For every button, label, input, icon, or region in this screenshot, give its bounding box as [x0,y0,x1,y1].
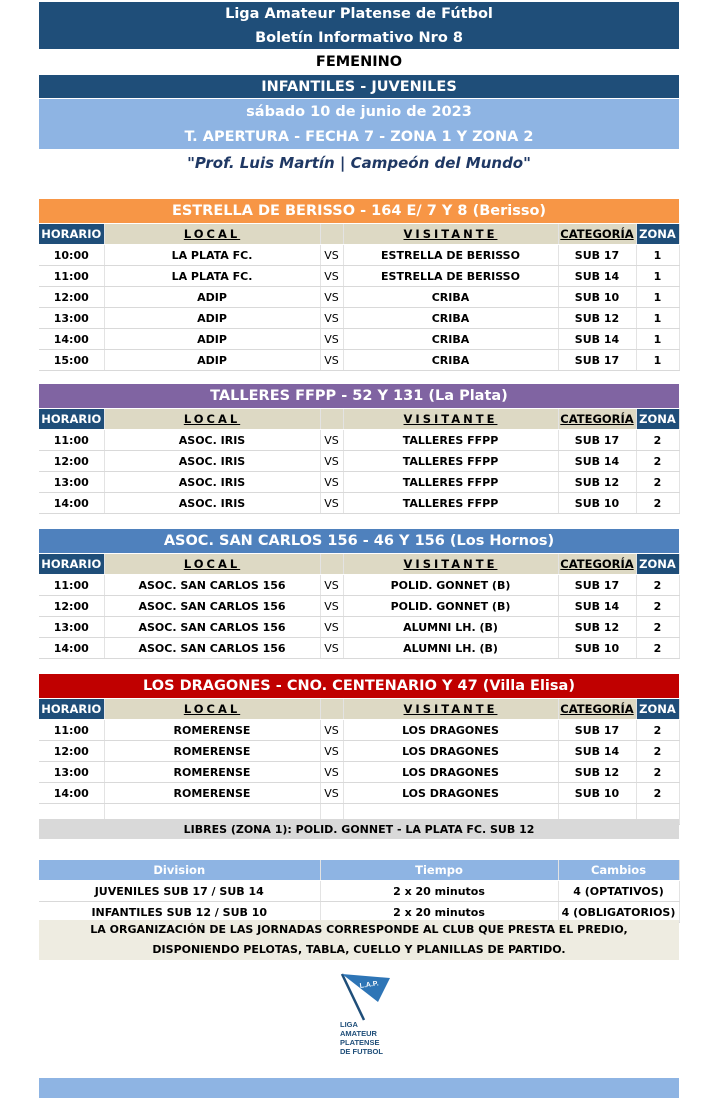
match-row [39,617,679,638]
match-zone: 2 [636,720,679,741]
flag-text: L.A.P. [359,980,380,990]
match-zone: 1 [636,329,679,350]
match-row [39,596,679,617]
summary-cambios: 4 (OPTATIVOS) [558,881,679,902]
header-vs [320,409,343,430]
organization-note-line1: LA ORGANIZACIÓN DE LAS JORNADAS CORRESPONDE AL CLUB QUE PRESTA EL PREDIO, [90,923,628,936]
match-local: ASOC. IRIS [104,493,320,514]
match-zone: 2 [636,451,679,472]
match-zone: 1 [636,245,679,266]
match-zone: 2 [636,762,679,783]
summary-cambios: 4 (OBLIGATORIOS) [558,902,679,923]
match-vs: VS [320,430,343,451]
summary-tiempo: 2 x 20 minutos [320,881,558,902]
match-zone: 2 [636,575,679,596]
match-row [39,472,679,493]
venue-title: ASOC. SAN CARLOS 156 - 46 Y 156 (Los Hornos) [39,529,679,553]
match-time: 14:00 [39,783,104,804]
match-table [39,224,679,371]
match-zone: 2 [636,638,679,659]
flag-icon [330,972,410,1022]
match-time: 12:00 [39,741,104,762]
header-zona: ZONA [636,224,679,245]
match-local: ASOC. SAN CARLOS 156 [104,596,320,617]
match-category: SUB 17 [558,245,636,266]
match-visitor: TALLERES FFPP [343,451,558,472]
match-visitor: POLID. GONNET (B) [343,596,558,617]
tribute-line: "Prof. Luis Martín | Campeón del Mundo" [39,150,679,176]
match-zone: 1 [636,266,679,287]
venue-title: ESTRELLA DE BERISSO - 164 E/ 7 Y 8 (Berisso) [39,199,679,223]
header-categoria: CATEGORÍA [558,409,636,430]
match-visitor: CRIBA [343,329,558,350]
header-vs [320,224,343,245]
match-visitor: TALLERES FFPP [343,430,558,451]
match-visitor: TALLERES FFPP [343,472,558,493]
league-title: Liga Amateur Platense de Fútbol [39,2,679,26]
match-vs: VS [320,575,343,596]
logo-line2: AMATEUR [340,1029,377,1038]
header-categoria: CATEGORÍA [558,554,636,575]
summary-table [39,860,679,923]
match-local: LA PLATA FC. [104,266,320,287]
match-local: ROMERENSE [104,720,320,741]
match-zone: 2 [636,493,679,514]
organization-note [39,920,679,960]
match-time: 13:00 [39,762,104,783]
match-local: ROMERENSE [104,783,320,804]
venue-title: TALLERES FFPP - 52 Y 131 (La Plata) [39,384,679,408]
footer-bar [39,1078,679,1098]
match-vs: VS [320,596,343,617]
match-category: SUB 10 [558,638,636,659]
match-time: 13:00 [39,617,104,638]
header-local: LOCAL [104,699,320,720]
match-header-row [39,554,679,575]
header-vs [320,699,343,720]
match-vs: VS [320,472,343,493]
match-time: 11:00 [39,720,104,741]
header-local: LOCAL [104,224,320,245]
match-category: SUB 14 [558,329,636,350]
match-row [39,245,679,266]
match-row [39,762,679,783]
gender-title: FEMENINO [39,51,679,73]
match-local: LA PLATA FC. [104,245,320,266]
match-visitor: LOS DRAGONES [343,741,558,762]
match-time: 15:00 [39,350,104,371]
match-visitor: CRIBA [343,350,558,371]
match-vs: VS [320,350,343,371]
match-table [39,554,679,659]
match-time: 14:00 [39,638,104,659]
match-category: SUB 14 [558,451,636,472]
summary-header-cambios: Cambios [558,860,679,881]
match-vs: VS [320,266,343,287]
match-category: SUB 10 [558,783,636,804]
match-table [39,699,679,825]
match-category: SUB 17 [558,720,636,741]
match-category: SUB 14 [558,596,636,617]
match-time: 13:00 [39,472,104,493]
match-zone: 2 [636,741,679,762]
match-local: ROMERENSE [104,741,320,762]
match-local: ROMERENSE [104,762,320,783]
match-zone: 2 [636,617,679,638]
summary-division: JUVENILES SUB 17 / SUB 14 [39,881,320,902]
match-local: ASOC. SAN CARLOS 156 [104,575,320,596]
match-category: SUB 17 [558,350,636,371]
match-row [39,430,679,451]
match-row [39,741,679,762]
match-local: ASOC. SAN CARLOS 156 [104,638,320,659]
header-zona: ZONA [636,409,679,430]
match-visitor: ALUMNI LH. (B) [343,617,558,638]
match-category: SUB 10 [558,287,636,308]
match-category: SUB 12 [558,308,636,329]
logo-line4: DE FUTBOL [340,1047,383,1056]
match-time: 12:00 [39,287,104,308]
match-visitor: LOS DRAGONES [343,783,558,804]
logo-line3: PLATENSE [340,1038,380,1047]
match-vs: VS [320,245,343,266]
header-visitante: VISITANTE [343,224,558,245]
tournament-title: T. APERTURA - FECHA 7 - ZONA 1 Y ZONA 2 [39,124,679,149]
match-time: 11:00 [39,575,104,596]
match-local: ADIP [104,329,320,350]
match-local: ASOC. IRIS [104,430,320,451]
match-category: SUB 12 [558,617,636,638]
organization-note-line2: DISPONIENDO PELOTAS, TABLA, CUELLO Y PLANILLAS DE PARTIDO. [152,943,566,956]
match-row [39,266,679,287]
match-time: 14:00 [39,329,104,350]
header-visitante: VISITANTE [343,409,558,430]
match-row [39,329,679,350]
logo-line1: LIGA [340,1020,358,1029]
match-time: 11:00 [39,430,104,451]
venue-title: LOS DRAGONES - CNO. CENTENARIO Y 47 (Villa Elisa) [39,674,679,698]
logo-text [340,1020,383,1056]
match-zone: 1 [636,350,679,371]
match-vs: VS [320,638,343,659]
match-local: ASOC. IRIS [104,451,320,472]
summary-header-tiempo: Tiempo [320,860,558,881]
header-local: LOCAL [104,554,320,575]
match-visitor: CRIBA [343,287,558,308]
match-category: SUB 12 [558,762,636,783]
summary-tiempo: 2 x 20 minutos [320,902,558,923]
match-zone: 1 [636,287,679,308]
match-zone: 2 [636,430,679,451]
match-visitor: TALLERES FFPP [343,493,558,514]
match-local: ASOC. SAN CARLOS 156 [104,617,320,638]
match-vs: VS [320,783,343,804]
match-visitor: CRIBA [343,308,558,329]
league-logo [330,972,410,1072]
header-vs [320,554,343,575]
match-row [39,638,679,659]
libres-bar: LIBRES (ZONA 1): POLID. GONNET - LA PLATA FC. SUB 12 [39,819,679,839]
bulletin-number: Boletín Informativo Nro 8 [39,26,679,49]
match-category: SUB 14 [558,741,636,762]
match-category: SUB 12 [558,472,636,493]
match-visitor: ALUMNI LH. (B) [343,638,558,659]
summary-division: INFANTILES SUB 12 / SUB 10 [39,902,320,923]
header-horario: HORARIO [39,224,104,245]
match-row [39,308,679,329]
match-vs: VS [320,308,343,329]
header-horario: HORARIO [39,409,104,430]
match-row [39,350,679,371]
date-title: sábado 10 de junio de 2023 [39,99,679,124]
match-vs: VS [320,762,343,783]
match-time: 14:00 [39,493,104,514]
header-zona: ZONA [636,554,679,575]
match-zone: 2 [636,783,679,804]
match-vs: VS [320,741,343,762]
summary-header-division: Division [39,860,320,881]
division-title: INFANTILES - JUVENILES [39,75,679,98]
match-header-row [39,409,679,430]
match-vs: VS [320,493,343,514]
match-time: 12:00 [39,596,104,617]
header-zona: ZONA [636,699,679,720]
match-local: ADIP [104,308,320,329]
match-time: 12:00 [39,451,104,472]
match-vs: VS [320,451,343,472]
match-local: ADIP [104,350,320,371]
match-row [39,783,679,804]
match-header-row [39,699,679,720]
match-row [39,451,679,472]
header-local: LOCAL [104,409,320,430]
match-header-row [39,224,679,245]
match-table [39,409,679,514]
match-time: 10:00 [39,245,104,266]
match-category: SUB 17 [558,430,636,451]
match-local: ASOC. IRIS [104,472,320,493]
match-vs: VS [320,287,343,308]
header-horario: HORARIO [39,554,104,575]
match-vs: VS [320,720,343,741]
match-time: 11:00 [39,266,104,287]
header-visitante: VISITANTE [343,699,558,720]
match-visitor: POLID. GONNET (B) [343,575,558,596]
match-zone: 2 [636,596,679,617]
header-categoria: CATEGORÍA [558,224,636,245]
summary-row [39,881,679,902]
match-visitor: ESTRELLA DE BERISSO [343,266,558,287]
match-row [39,493,679,514]
summary-header-row [39,860,679,881]
header-horario: HORARIO [39,699,104,720]
match-zone: 1 [636,308,679,329]
header-visitante: VISITANTE [343,554,558,575]
match-visitor: ESTRELLA DE BERISSO [343,245,558,266]
match-row [39,575,679,596]
header-categoria: CATEGORÍA [558,699,636,720]
match-local: ADIP [104,287,320,308]
match-visitor: LOS DRAGONES [343,720,558,741]
match-category: SUB 17 [558,575,636,596]
match-row [39,720,679,741]
match-zone: 2 [636,472,679,493]
match-category: SUB 10 [558,493,636,514]
match-time: 13:00 [39,308,104,329]
match-vs: VS [320,617,343,638]
match-vs: VS [320,329,343,350]
match-visitor: LOS DRAGONES [343,762,558,783]
match-row [39,287,679,308]
match-category: SUB 14 [558,266,636,287]
